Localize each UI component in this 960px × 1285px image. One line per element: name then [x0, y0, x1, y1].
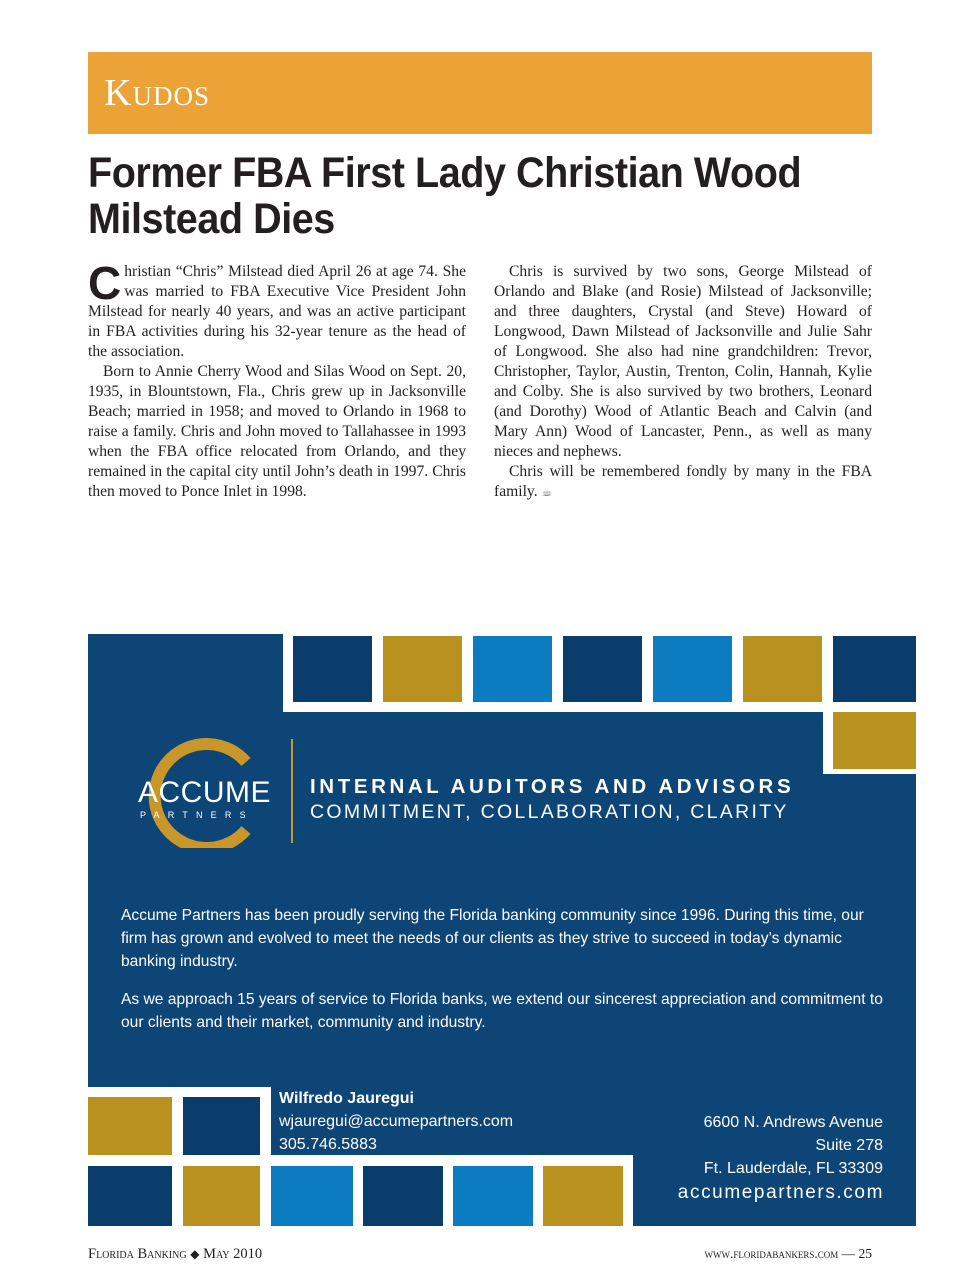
ad-decor-square [88, 1097, 172, 1155]
ad-decor-square [473, 636, 552, 702]
ad-decor-square [183, 1097, 260, 1155]
contact-name: Wilfredo Jauregui [279, 1090, 414, 1107]
ad-tagline-secondary: COMMITMENT, COLLABORATION, CLARITY [310, 801, 789, 823]
diamond-separator-icon: ◆ [190, 1247, 200, 1261]
address-line: Suite 278 [815, 1137, 883, 1154]
ad-website-link[interactable]: accumepartners.com [677, 1182, 884, 1203]
footer-dash: — [841, 1246, 856, 1261]
article-paragraph: Chris will be remembered fondly by many in the FBA family. ☕ [494, 463, 872, 500]
ad-decor-square [563, 636, 642, 702]
accume-partners-advertisement [88, 634, 916, 1226]
address-line: Ft. Lauderdale, FL 33309 [703, 1160, 883, 1177]
article-right-column [494, 262, 872, 502]
ad-decor-square [653, 636, 732, 702]
contact-phone[interactable]: 305.746.5883 [279, 1136, 377, 1153]
article-paragraph: Christian “Chris” Milstead died April 26 at age 74. She was married to FBA Executive Vice President John Milstead for nearly 40 years, and was an active participant in FBA activities during his 32-year tenure as the head of the association. [88, 257, 466, 360]
contact-email[interactable]: wjauregui@accumepartners.com [279, 1113, 514, 1130]
ad-decor-square [543, 1166, 623, 1226]
article-headline: Former FBA First Lady Christian Wood Milstead Dies [88, 149, 802, 243]
article-paragraph: Chris is survived by two sons, George Milstead of Orlando and Blake (and Rosie) Milstead of Jacksonville; and three daughters, Crystal (and Steve) Howard of Longwood, Dawn Milstead of Jacksonville and Julie Sahr of Longwood. She also had nine grandchildren: Trevor, Christopher, Taylor, Austin, Trenton, Colin, Hannah, Kylie and Colby. She is also survived by two brothers, Leonard (and Dorothy) Wood of Atlantic Beach and Calvin (and Mary Ann) Wood of Lancaster, Penn., as well as many nieces and nephews. [494, 263, 872, 460]
ad-address-block [704, 1111, 883, 1180]
logo-subtitle: PARTNERS [140, 810, 254, 820]
ad-decor-square [363, 1166, 443, 1226]
publication-name: Florida Banking [88, 1246, 187, 1262]
accume-logo [118, 738, 278, 848]
address-line: 6600 N. Andrews Avenue [703, 1114, 883, 1131]
ad-decor-square [383, 636, 462, 702]
ad-decor-square [271, 1166, 353, 1226]
footer-page-info [705, 1246, 873, 1262]
ad-decor-square [183, 1166, 260, 1226]
ad-decor-square [833, 636, 916, 702]
footer-website-link[interactable]: www.floridabankers.com [704, 1246, 839, 1261]
article-paragraph: Born to Annie Cherry Wood and Silas Wood on Sept. 20, 1935, in Blountstown, Fla., Chris grew up in Jacksonville Beach; married in 1958; and moved to Orlando in 1968 to raise a family. Chris and John moved to Tallahassee in 1993 when the FBA office relocated from Orlando, and they remained in the capital city until John’s death in 1997. Chris then moved to Ponce Inlet in 1998. [88, 363, 466, 500]
ad-decor-square [88, 1166, 172, 1226]
ad-decor-square [453, 1166, 533, 1226]
ad-decor-square [833, 712, 916, 769]
ad-tagline-primary: INTERNAL AUDITORS AND ADVISORS [310, 775, 795, 798]
section-label: Kudos [104, 72, 210, 114]
ad-decor-square [293, 636, 372, 702]
page-number: 25 [858, 1246, 872, 1261]
issue-date: May 2010 [203, 1246, 263, 1262]
ad-paragraph: As we approach 15 years of service to Florida banks, we extend our sincerest appreciation and commitment to our clients and their market, community and industry. [121, 991, 883, 1031]
logo-divider [291, 739, 293, 843]
fba-end-mark-icon: ☕ [541, 485, 553, 499]
section-banner [88, 52, 872, 134]
ad-decor-square [743, 636, 822, 702]
ad-paragraph: Accume Partners has been proudly serving the Florida banking community since 1996. During this time, our firm has grown and evolved to meet the needs of our clients as they strive to succeed in today’s dynamic banking industry. [121, 907, 864, 970]
drop-cap: C [88, 257, 122, 309]
footer-publication [88, 1246, 262, 1263]
article-left-column [88, 257, 466, 502]
ad-contact-block [279, 1087, 513, 1156]
logo-wordmark: ACCUME [138, 776, 272, 809]
